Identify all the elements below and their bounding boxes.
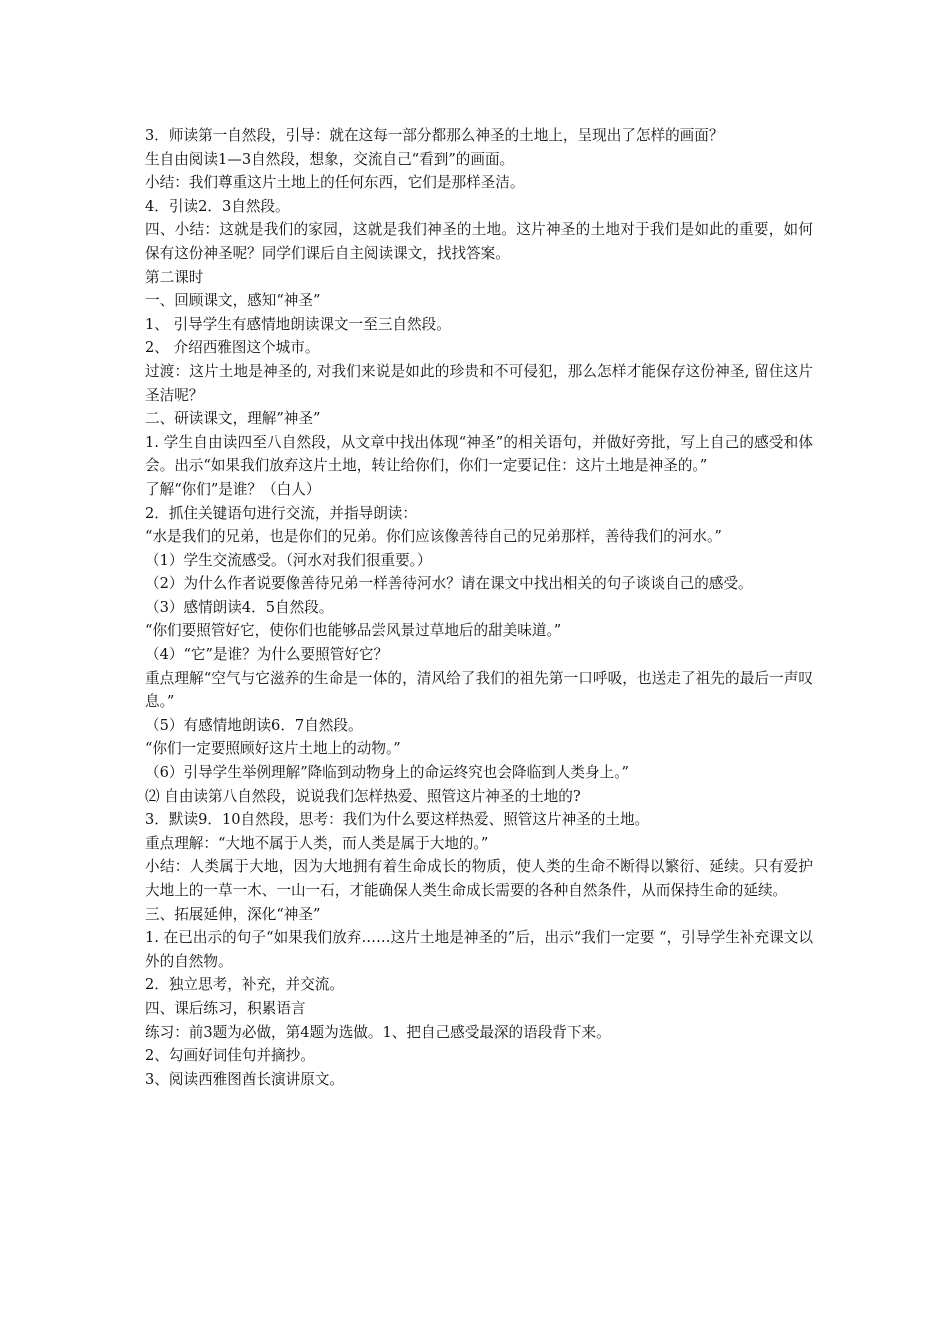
section-title-second-lesson: 第二课时 — [145, 268, 204, 286]
paragraph-34: 2、勾画好词佳句并摘抄。 — [145, 1047, 315, 1065]
paragraph-1: 3．师读第一自然段，引导：就在这每一部分都那么神圣的土地上，呈现出了怎样的画面？ — [145, 127, 724, 144]
paragraph-26: 3．默读9．10自然段，思考：我们为什么要这样热爱、照管这片神圣的土地。 — [145, 811, 650, 829]
paragraph-25: ⑵ 自由读第八自然段，说说我们怎样热爱、照管这片神圣的土地的? — [145, 787, 581, 805]
quote-air: “你们要照管好它，使你们也能够品尝风景过草地后的甜美味道。” — [145, 622, 562, 640]
paragraph-8: 1、 引导学生有感情地朗读课文一至三自然段。 — [145, 315, 451, 333]
paragraph-28: 小结：人类属于大地，因为大地拥有着生命成长的物质，使人类的生命不断得以繁衍、延续。只有爱护大地上的一草一木、一山一石，才能确保人类生命成长需要的各种自然条件，从而保持生命的延续。 — [145, 858, 813, 899]
section-heading-1: 一、回顾课文，感知“神圣” — [145, 292, 321, 310]
paragraph-12: 1. 学生自由读四至八自然段，从文章中找出体现“神圣”的相关语句，并做好旁批，写上自己的感受和体会。出示“如果我们放弃这片土地，转让给你们，你们一定要记住：这片土地是神圣的。” — [145, 433, 813, 475]
paragraph-35: 3、阅读西雅图酋长演讲原文。 — [145, 1070, 345, 1088]
paragraph-31: 2．独立思考，补充，并交流。 — [145, 976, 345, 994]
section-heading-3: 三、拓展延伸，深化“神圣” — [145, 905, 321, 923]
section-heading-2: 二、研读课文，理解”神圣” — [145, 410, 321, 428]
paragraph-27: 重点理解：“大地不属于人类，而人类是属于大地的。” — [145, 834, 489, 852]
paragraph-30: 1. 在已出示的句子“如果我们放弃……这片土地是神圣的”后，出示“我们一定要 “，引导学生补充课文以外的自然物。 — [145, 929, 813, 970]
paragraph-17: （2）为什么作者说要像善待兄弟一样善待河水？请在课文中找出相关的句子谈谈自己的感受。 — [145, 575, 753, 593]
paragraph-4: 4．引读2．3自然段。 — [145, 197, 290, 215]
paragraph-2: 生自由阅读1—3自然段，想象，交流自己“看到”的画面。 — [145, 150, 515, 168]
paragraph-14: 2．抓住关键语句进行交流，并指导朗读： — [145, 504, 417, 522]
paragraph-13: 了解“你们”是谁？（白人） — [145, 480, 321, 498]
section-heading-4: 四、课后练习，积累语言 — [145, 999, 306, 1017]
paragraph-9: 2、 介绍西雅图这个城市。 — [145, 339, 320, 357]
paragraph-33: 练习：前3题为必做，第4题为选做。1、把自己感受最深的语段背下来。 — [145, 1023, 611, 1041]
paragraph-3: 小结：我们尊重这片土地上的任何东西，它们是那样圣洁。 — [145, 174, 525, 192]
document-body — [145, 124, 813, 1091]
paragraph-18: （3）感情朗读4．5自然段。 — [145, 598, 334, 616]
paragraph-20: （4）“它”是谁？为什么要照管好它？ — [145, 646, 389, 664]
paragraph-22: （5）有感情地朗读6．7自然段。 — [145, 716, 363, 734]
quote-animals: “你们一定要照顾好这片土地上的动物。” — [145, 740, 401, 758]
paragraph-21: 重点理解“空气与它滋养的生命是一体的，清风给了我们的祖先第一口呼吸，也送走了祖先的最后一声叹息。” — [145, 669, 813, 711]
paragraph-16: （1）学生交流感受。（河水对我们很重要。） — [145, 551, 432, 569]
paragraph-24: （6）引导学生举例理解”降临到动物身上的命运终究也会降临到人类身上。” — [145, 764, 629, 782]
quote-water: “水是我们的兄弟，也是你们的兄弟。你们应该像善待自己的兄弟那样，善待我们的河水。” — [145, 528, 722, 546]
paragraph-10: 过渡：这片土地是神圣的, 对我们来说是如此的珍贵和不可侵犯，那么怎样才能保存这份神圣, 留住这片圣洁呢？ — [145, 362, 813, 404]
paragraph-5: 四、小结：这就是我们的家园，这就是我们神圣的土地。这片神圣的土地对于我们是如此的重要，如何保有这份神圣呢？同学们课后自主阅读课文，找找答案。 — [145, 221, 813, 262]
